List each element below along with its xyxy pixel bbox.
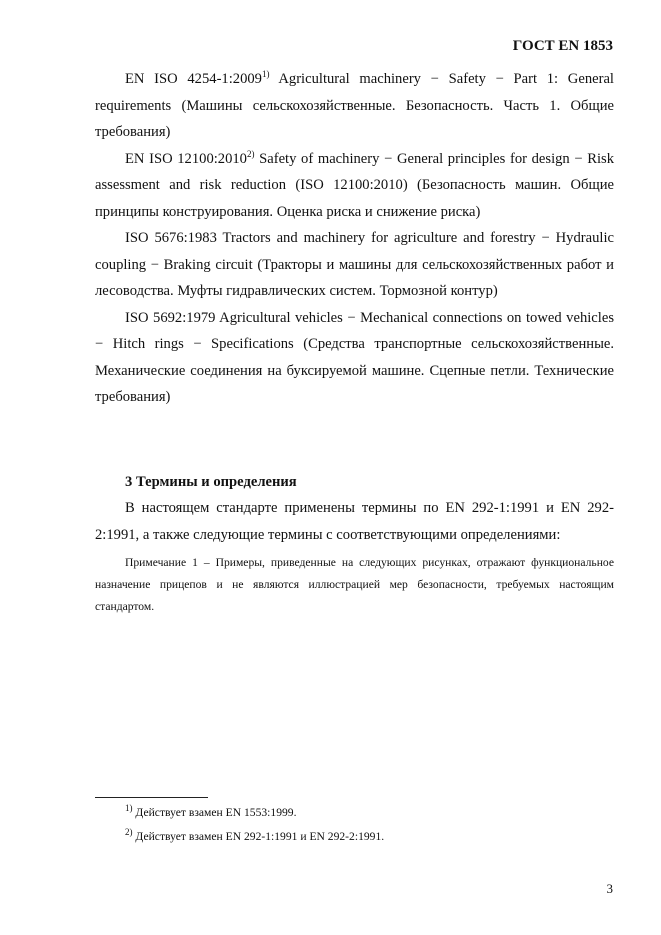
normative-references — [95, 66, 614, 411]
reference-item — [95, 146, 614, 226]
reference-code: EN ISO 4254-1:2009 — [125, 71, 262, 87]
reference-code: EN ISO 12100:2010 — [125, 150, 247, 167]
page-number: 3 — [606, 881, 613, 896]
section-title: 3 Термины и определения — [125, 474, 297, 490]
footnote-text: Действует взамен EN 1553:1999. — [132, 806, 297, 819]
section-intro: В настоящем стандарте применены термины по EN 292-1:1991 и EN 292-2:1991, а также следующие термины с соответствующими определениями: — [95, 500, 614, 543]
reference-title: Tractors and machinery for agriculture and forestry − Hydraulic coupling − Braking circuit (Тракторы и машины для сельскохозяйственных работ и лесоводства. Муфты гидравлических систем. Тормозной контур) — [95, 230, 614, 299]
reference-item — [95, 66, 614, 146]
reference-item — [95, 305, 614, 411]
reference-title: Agricultural vehicles − Mechanical connections on towed vehicles − Hitch rings − Specifications (Средства транспортные сельскохозяйственные. Механические соединения на буксируемой машине. Сцепные петли. Технические требования) — [95, 309, 614, 405]
section-body — [95, 495, 614, 618]
footnote — [125, 805, 296, 821]
footnote-text: Действует взамен EN 292-1:1991 и EN 292-2:1991. — [132, 830, 385, 843]
footnote-mark: 2) — [125, 827, 133, 838]
standard-header: ГОСТ EN 1853 — [512, 38, 613, 54]
footnote-mark: 2) — [246, 148, 255, 159]
reference-title: Safety of machinery − General principles for design − Risk assessment and risk reduction (ISO 12100:2010) (Безопасность машин. Общие принципы конструирования. Оценка риска и снижение риска) — [95, 150, 614, 220]
reference-code: ISO 5692:1979 — [125, 309, 216, 326]
footnote-mark: 1) — [125, 803, 133, 814]
reference-title: Agricultural machinery − Safety − Part 1: General requirements (Машины сельскохозяйственные. Безопасность. Часть 1. Общие требования) — [95, 71, 614, 140]
footnote — [125, 829, 384, 845]
footnote-mark: 1) — [261, 69, 270, 80]
footnote-divider — [95, 797, 208, 798]
reference-item — [95, 225, 614, 305]
reference-code: ISO 5676:1983 — [125, 230, 217, 246]
section-note: Примечание 1 – Примеры, приведенные на следующих рисунках, отражают функциональное назначение прицепов и не являются иллюстрацией мер безопасности, требуемых настоящим стандартом. — [95, 556, 614, 613]
